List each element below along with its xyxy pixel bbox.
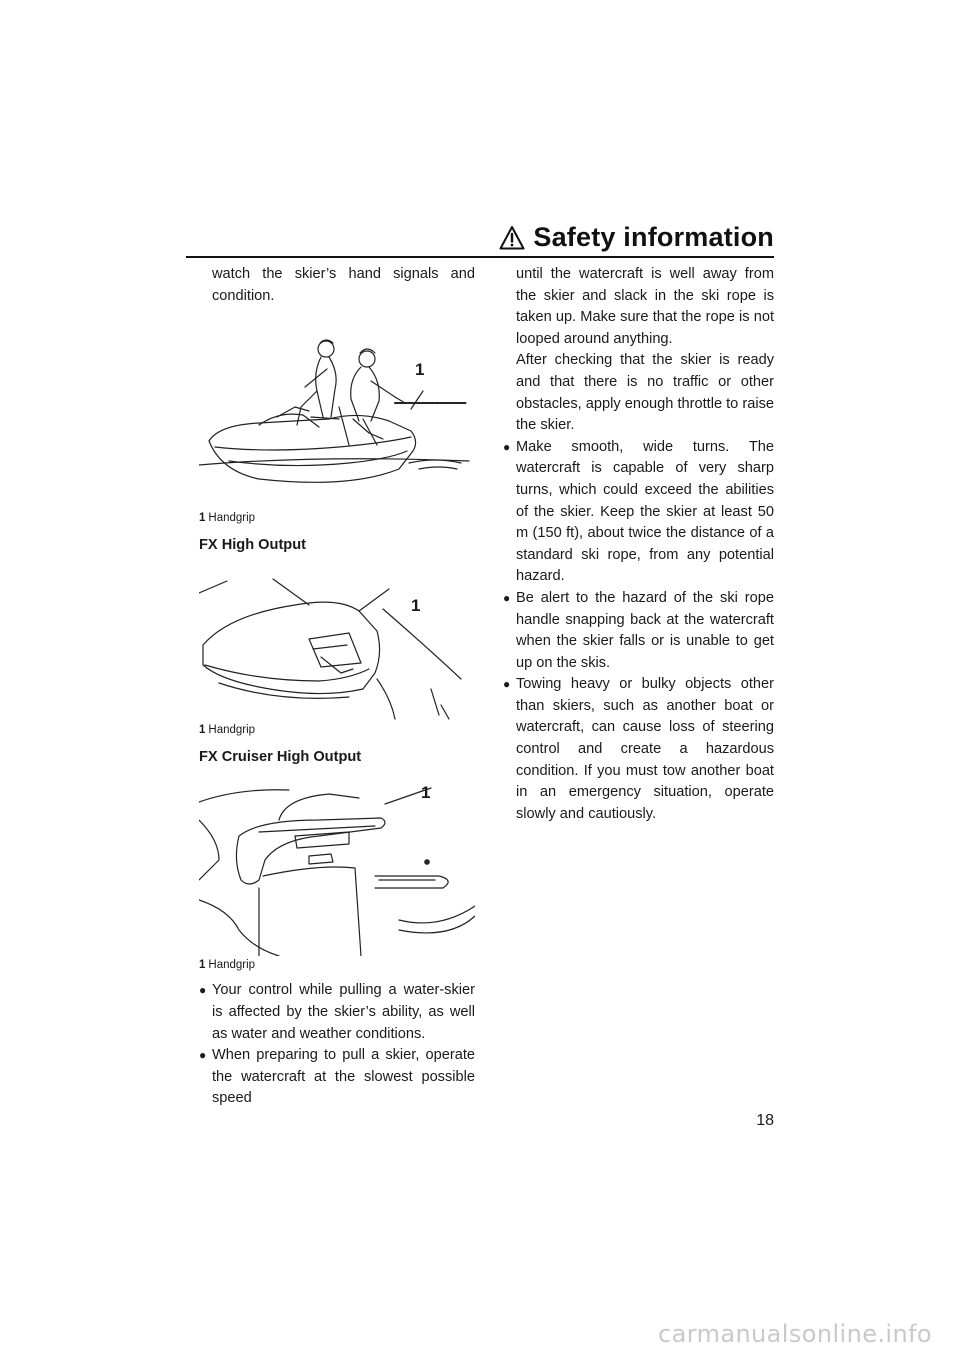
page-title: Safety information xyxy=(533,222,774,252)
figure-tow-handgrip-overview xyxy=(199,329,475,525)
figure2-caption xyxy=(199,723,475,737)
figure3-caption-text: Handgrip xyxy=(208,959,256,972)
figure1-caption-text: Handgrip xyxy=(208,512,256,525)
bullet-dot-icon: ● xyxy=(199,1048,207,1063)
fx-cruiser-stern-illustration xyxy=(199,780,475,956)
figure3-caption xyxy=(199,958,475,972)
header-title-group xyxy=(499,222,774,253)
bullet-dot-icon: ● xyxy=(503,590,511,605)
bullet-item xyxy=(503,588,774,674)
continued-bullet-text: until the watercraft is well away from the skier and slack in the ski rope is taken up. Make sure that the rope is not looped around anything. xyxy=(516,266,774,347)
bullet-item xyxy=(503,437,774,588)
continued-bullet-text-2: After checking that the skier is ready and that there is no traffic or other obstacles, apply enough throttle to raise the skier. xyxy=(516,352,774,434)
model-heading-fx-cruiser-high-output: FX Cruiser High Output xyxy=(199,748,362,765)
watercraft-riders-illustration xyxy=(199,329,475,509)
bullet-dot-icon: ● xyxy=(503,439,511,454)
bullet-text: When preparing to pull a skier, operate the watercraft at the slowest possible speed xyxy=(212,1047,475,1107)
model-heading-fx-high-output: FX High Output xyxy=(199,537,306,554)
page-header xyxy=(186,222,774,258)
bullet-dot-icon: ● xyxy=(503,677,511,692)
bullet-item xyxy=(503,674,774,825)
footer-url-text: carmanualsonline.info xyxy=(658,1320,932,1348)
bullet-item xyxy=(199,1045,475,1110)
figure1-caption-number: 1 xyxy=(199,512,206,525)
bullet-dot-icon: ● xyxy=(199,983,207,998)
footer-watermark xyxy=(0,1320,960,1348)
bullet-text: Towing heavy or bulky objects other than skiers, such as another boat or watercraft, can cause loss of steering control and create a hazardous condition. If you must tow another boat in an emergency situation, operate slowly and cautiously. xyxy=(516,676,774,822)
figure-fx-high-output-handgrip xyxy=(199,569,475,737)
figure2-callout-number: 1 xyxy=(411,595,421,615)
bullet-text: Be alert to the hazard of the ski rope handle snapping back at the watercraft when the skier falls or is unable to get up on the skis. xyxy=(516,589,774,671)
figure2-caption-number: 1 xyxy=(199,723,206,736)
figure2-caption-text: Handgrip xyxy=(208,723,256,736)
warning-triangle-icon xyxy=(499,225,525,251)
figure1-caption xyxy=(199,511,475,525)
bullet-text: Make smooth, wide turns. The watercraft is capable of very sharp turns, which could exceed the abilities of the skier. Keep the skier at least 50 m (150 ft), about twice the distance of a standard ski rope, from any potential hazard. xyxy=(516,438,774,585)
left-bullet-list xyxy=(199,980,475,1110)
left-column xyxy=(199,264,475,1110)
figure-fx-cruiser-handgrip xyxy=(199,780,475,972)
figure3-callout-number: 1 xyxy=(421,783,431,803)
intro-text: watch the skier’s hand signals and condition. xyxy=(212,266,475,304)
figure3-caption-number: 1 xyxy=(199,959,206,972)
bullet-text: Your control while pulling a water-skier is affected by the skier’s ability, as well as water and weather conditions. xyxy=(212,982,475,1042)
right-column xyxy=(503,264,774,825)
figure1-callout-number: 1 xyxy=(415,360,425,380)
bullet-item xyxy=(199,980,475,1045)
page-number: 18 xyxy=(756,1112,774,1129)
fx-high-output-stern-illustration xyxy=(199,569,475,721)
